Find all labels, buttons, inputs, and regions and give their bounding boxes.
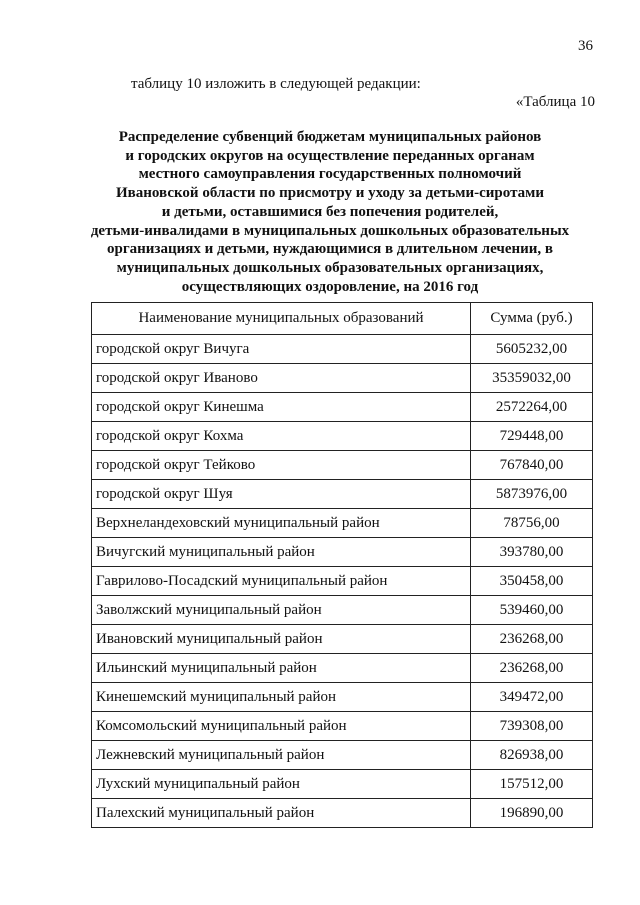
table-row — [92, 712, 593, 741]
table-label: «Таблица 10 — [515, 94, 595, 110]
table-row — [92, 654, 593, 683]
sum-cell: 350458,00 — [471, 567, 593, 596]
table-row — [92, 567, 593, 596]
title-line: Распределение субвенций бюджетам муниципальных районов — [118, 129, 542, 145]
sum-cell: 729448,00 — [471, 422, 593, 451]
sum-cell: 826938,00 — [471, 741, 593, 770]
municipality-name-cell: городской округ Вичуга — [92, 335, 471, 364]
sum-cell: 236268,00 — [471, 654, 593, 683]
sum-cell: 157512,00 — [471, 770, 593, 799]
municipality-name-cell: городской округ Шуя — [92, 480, 471, 509]
table-row — [92, 422, 593, 451]
municipality-name-cell: Ильинский муниципальный район — [92, 654, 471, 683]
subvention-table — [91, 302, 593, 828]
title-line: Ивановской области по присмотру и уходу за детьми-сиротами — [116, 185, 544, 202]
sum-cell: 767840,00 — [471, 451, 593, 480]
municipality-name-cell: городской округ Тейково — [92, 451, 471, 480]
header-municipality: Наименование муниципальных образований — [92, 303, 471, 335]
sum-cell: 5873976,00 — [471, 480, 593, 509]
sum-cell: 2572264,00 — [471, 393, 593, 422]
title-line: местного самоуправления государственных полномочий — [138, 166, 522, 183]
table-row — [92, 683, 593, 712]
table-row — [92, 509, 593, 538]
municipality-name-cell: Ивановский муниципальный район — [92, 625, 471, 654]
municipality-name-cell: Кинешемский муниципальный район — [92, 683, 471, 712]
table-row — [92, 335, 593, 364]
table-row — [92, 625, 593, 654]
table-header-row — [92, 303, 593, 335]
title-line: и детьми, оставшимися без попечения родителей, — [161, 203, 499, 220]
table-row — [92, 480, 593, 509]
title-line: и городских округов на осуществление переданных органам — [125, 147, 535, 164]
title-line: осуществляющих оздоровление, на 2016 год — [181, 278, 479, 295]
sum-cell: 236268,00 — [471, 625, 593, 654]
municipality-name-cell: Комсомольский муниципальный район — [92, 712, 471, 741]
municipality-name-cell: городской округ Иваново — [92, 364, 471, 393]
sum-cell: 78756,00 — [471, 509, 593, 538]
title-line: муниципальных дошкольных образовательных организациях, — [116, 259, 544, 276]
municipality-name-cell: Верхнеландеховский муниципальный район — [92, 509, 471, 538]
title-line: детьми-инвалидами в муниципальных дошкольных образовательных — [90, 222, 570, 239]
sum-cell: 393780,00 — [471, 538, 593, 567]
municipality-name-cell: Лежневский муниципальный район — [92, 741, 471, 770]
sum-cell: 349472,00 — [471, 683, 593, 712]
municipality-name-cell: Заволжский муниципальный район — [92, 596, 471, 625]
municipality-name-cell: городской округ Кохма — [92, 422, 471, 451]
document-title — [90, 128, 570, 296]
intro-text: таблицу 10 изложить в следующей редакции: — [131, 76, 421, 92]
municipality-name-cell: Гаврилово-Посадский муниципальный район — [92, 567, 471, 596]
page-number: 36 — [578, 38, 593, 54]
municipality-name-cell: городской округ Кинешма — [92, 393, 471, 422]
municipality-name-cell: Палехский муниципальный район — [92, 799, 471, 828]
municipality-name-cell: Лухский муниципальный район — [92, 770, 471, 799]
table-row — [92, 799, 593, 828]
table-row — [92, 451, 593, 480]
table-row — [92, 770, 593, 799]
header-sum: Сумма (руб.) — [471, 303, 593, 335]
table-body — [92, 335, 593, 828]
sum-cell: 539460,00 — [471, 596, 593, 625]
table-row — [92, 741, 593, 770]
sum-cell: 196890,00 — [471, 799, 593, 828]
table-row — [92, 538, 593, 567]
table-row — [92, 393, 593, 422]
sum-cell: 35359032,00 — [471, 364, 593, 393]
table-row — [92, 364, 593, 393]
title-line: организациях и детьми, нуждающимися в длительном лечении, в — [106, 241, 553, 258]
sum-cell: 5605232,00 — [471, 335, 593, 364]
municipality-name-cell: Вичугский муниципальный район — [92, 538, 471, 567]
table-row — [92, 596, 593, 625]
sum-cell: 739308,00 — [471, 712, 593, 741]
